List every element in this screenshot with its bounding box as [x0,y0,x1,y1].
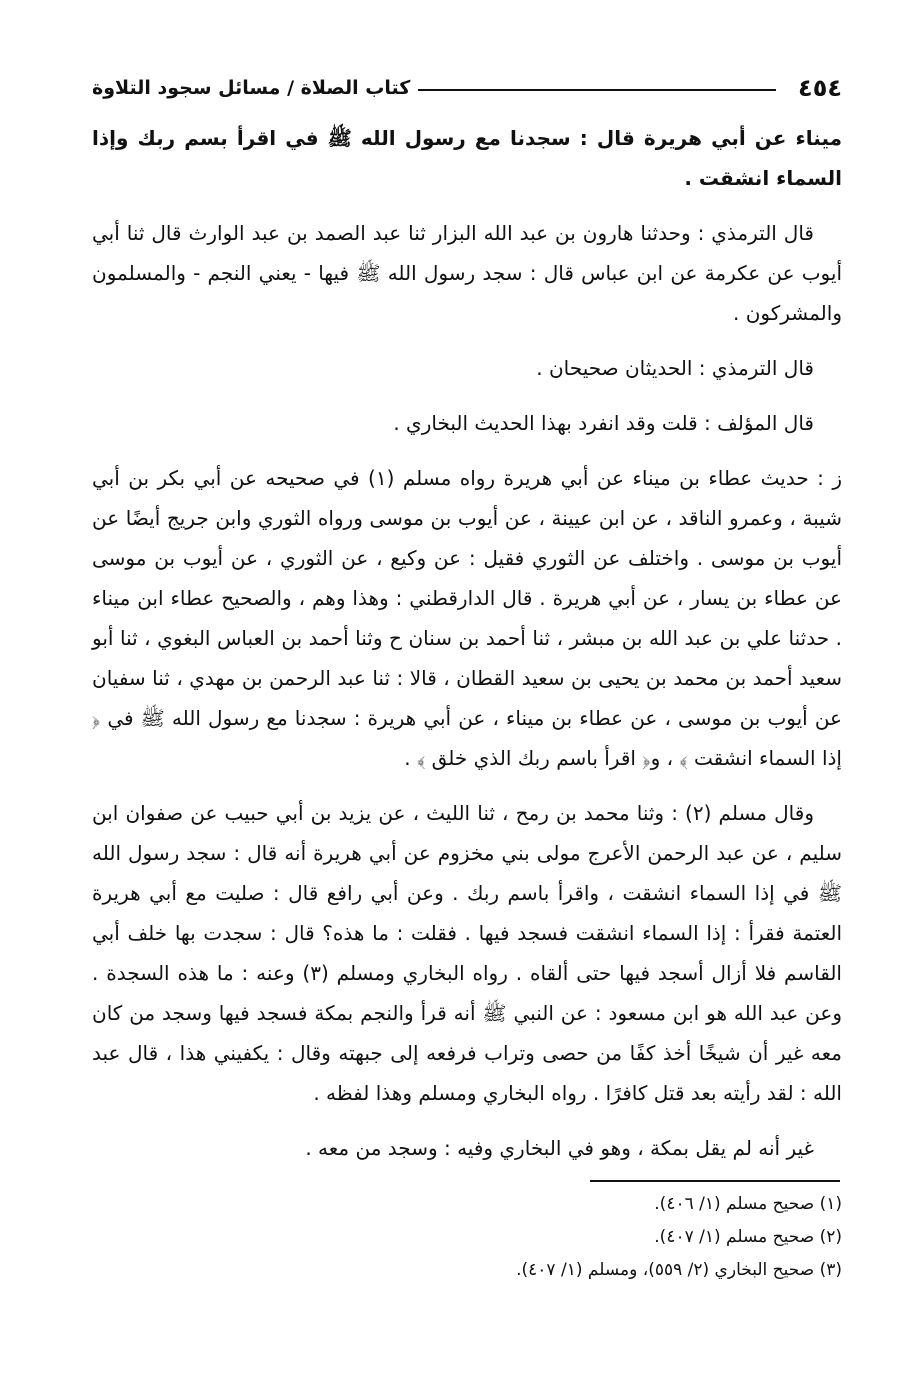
header-rule [418,89,776,91]
footnote: (٣) صحيح البخاري (٢/ ٥٥٩)، ومسلم (١/ ٤٠٧). [516,1260,842,1280]
paragraph: ميناء عن أبي هريرة قال : سجدنا مع رسول الله ﷺ في اقرأ بسم ربك وإذا السماء انشقت . [92,126,842,190]
main-text [92,118,842,1183]
paragraph: قال المؤلف : قلت وقد انفرد بهذا الحديث البخاري . [393,411,814,435]
footnote: (٢) صحيح مسلم (١/ ٤٠٧). [654,1227,842,1247]
paragraph: غير أنه لم يقل بمكة ، وهو في البخاري وفيه : وسجد من معه . [305,1136,814,1160]
footnote-separator [590,1180,840,1182]
paragraph: ز : حديث عطاء بن ميناء عن أبي هريرة رواه مسلم (١) في صحيحه عن أبي بكر بن أبي شيبة ، وعمرو الناقد ، عن ابن عيينة ، عن أيوب بن موسى ورواه الثوري وابن جريج أيضًا عن أيوب بن موسى . واختلف عن الثوري فقيل : عن وكيع ، عن الثوري ، عن أيوب بن موسى عن عطاء بن يسار ، عن أبي هريرة . قال الدارقطني : وهذا وهم ، والصحيح عطاء ابن ميناء . حدثنا علي بن عبد الله بن مبشر ، ثنا أحمد بن سنان ح وثنا أحمد بن العباس البغوي ، ثنا أبو سعيد أحمد بن محمد بن يحيى بن سعيد القطان ، قالا : ثنا عبد الرحمن بن مهدي ، ثنا سفيان عن أيوب بن موسى ، عن عطاء بن ميناء ، عن أبي هريرة : سجدنا مع رسول الله ﷺ في ﴿ إذا السماء انشقت ﴾ ، و﴿ اقرأ باسم ربك الذي خلق ﴾ . [92,466,842,770]
footnotes [92,1188,842,1287]
paragraph: قال الترمذي : وحدثنا هارون بن عبد الله البزار ثنا عبد الصمد بن عبد الوارث قال ثنا أبي أيوب عن عكرمة عن ابن عباس قال : سجد رسول الله ﷺ فيها - يعني النجم - والمسلمون والمشركون . [92,221,842,325]
page-number: ٤٥٤ [798,74,842,102]
running-title: كتاب الصلاة / مسائل سجود التلاوة [92,77,411,99]
paragraph: قال الترمذي : الحديثان صحيحان . [536,356,814,380]
footnote: (١) صحيح مسلم (١/ ٤٠٦). [654,1194,842,1214]
paragraph: وقال مسلم (٢) : وثنا محمد بن رمح ، ثنا الليث ، عن يزيد بن أبي حبيب عن صفوان ابن سليم ، عن عبد الرحمن الأعرج مولى بني مخزوم عن أبي هريرة أنه قال : سجد رسول الله ﷺ في إذا السماء انشقت ، واقرأ باسم ربك . وعن أبي رافع قال : صليت مع أبي هريرة العتمة فقرأ : إذا السماء انشقت فسجد فيها . فقلت : ما هذه؟ قال : سجدت بها خلف أبي القاسم فلا أزال أسجد فيها حتى ألقاه . رواه البخاري ومسلم (٣) وعنه : ما هذه السجدة . وعن عبد الله هو ابن مسعود : عن النبي ﷺ أنه قرأ والنجم بمكة فسجد فيها وسجد من كان معه غير أن شيخًا أخذ كفًا من حصى وتراب فرفعه إلى جبهته وقال : يكفيني هذا ، قال عبد الله : لقد رأيته بعد قتل كافرًا . رواه البخاري ومسلم وهذا لفظه . [92,801,842,1105]
page-header [92,68,842,108]
